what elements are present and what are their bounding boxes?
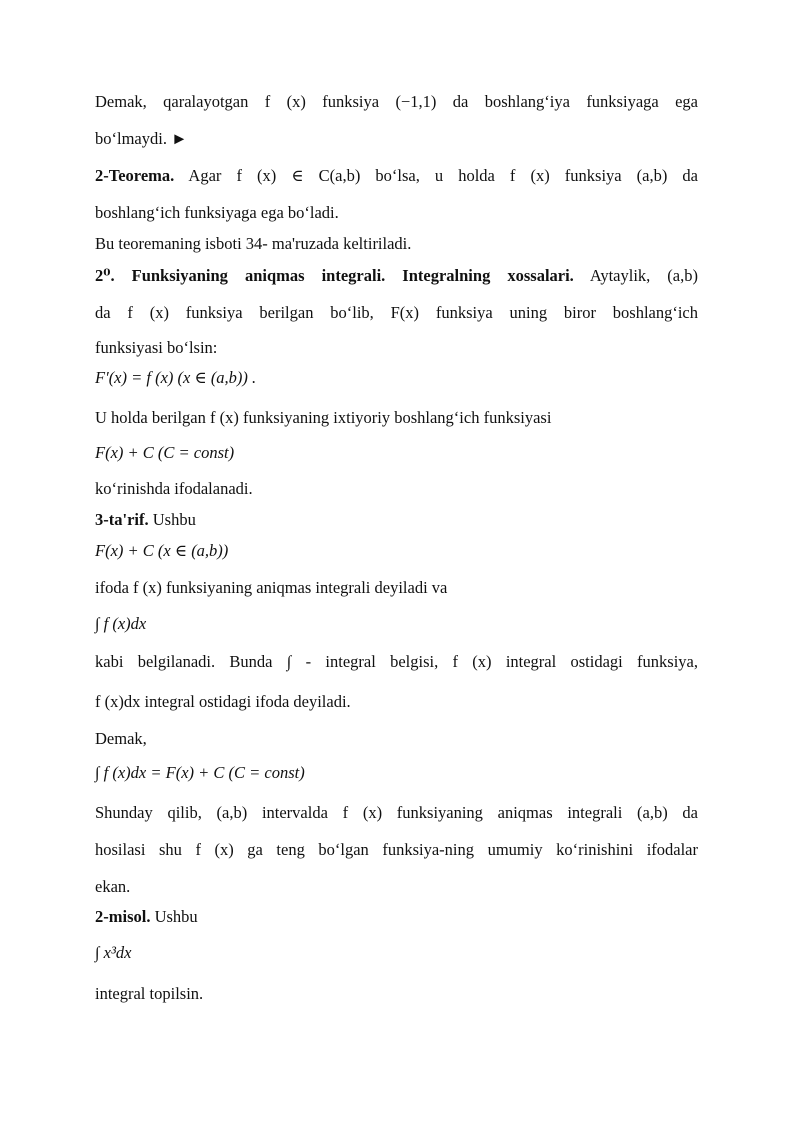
paragraph-line: Demak, xyxy=(95,729,147,748)
theorem-line xyxy=(95,166,698,186)
formula-line: F(x) + C (x ∈ (a,b)) xyxy=(95,541,229,560)
definition-text: Ushbu xyxy=(148,510,196,529)
paragraph-line: Bu teoremaning isboti 34- ma'ruzada keltiriladi. xyxy=(95,234,412,253)
example-text: Ushbu xyxy=(150,907,198,926)
formula-line: F(x) + C (C = const) xyxy=(95,443,235,462)
paragraph-line: ekan. xyxy=(95,877,131,896)
formula-line: F′(x) = f (x) (x ∈ (a,b)) . xyxy=(95,368,257,387)
paragraph-line: Shunday qilib, (a,b) intervalda f (x) funksiyaning aniqmas integrali (a,b) da xyxy=(95,803,698,822)
paragraph-line: ifoda f (x) funksiyaning aniqmas integrali deyiladi va xyxy=(95,578,448,597)
example-heading: 2-misol. xyxy=(95,907,151,926)
integral-formula: ∫ x³dx xyxy=(95,943,132,962)
paragraph-line: boshlang‘ich funksiyaga ega bo‘ladi. xyxy=(95,203,339,222)
section-line xyxy=(95,266,698,286)
paragraph-line: kabi belgilanadi. Bunda ∫ - integral belgisi, f (x) integral ostidagi funksiya, xyxy=(95,652,698,671)
theorem-text: Agar f (x) ∈ C(a,b) bo‘lsa, u holda f (x) funksiya (a,b) da xyxy=(174,166,698,185)
section-heading: 2⁰. Funksiyaning aniqmas integrali. Integralning xossalari. xyxy=(95,266,574,285)
paragraph-line: da f (x) funksiya berilgan bo‘lib, F(x) funksiya uning biror boshlang‘ich xyxy=(95,303,698,322)
section-text: Aytaylik, (a,b) xyxy=(573,266,698,285)
paragraph-line: hosilasi shu f (x) ga teng bo‘lgan funksiya-ning umumiy ko‘rinishini ifodalar xyxy=(95,840,698,859)
integral-formula: ∫ f (x)dx xyxy=(95,614,147,633)
paragraph-line: f (x)dx integral ostidagi ifoda deyiladi. xyxy=(95,692,351,711)
integral-formula: ∫ f (x)dx = F(x) + C (C = const) xyxy=(95,763,305,782)
example-line xyxy=(95,907,198,927)
definition-heading: 3-ta'rif. xyxy=(95,510,149,529)
theorem-heading: 2-Teorema. xyxy=(95,166,175,185)
paragraph-line: U holda berilgan f (x) funksiyaning ixtiyoriy boshlang‘ich funksiyasi xyxy=(95,408,552,427)
definition-line xyxy=(95,510,196,530)
paragraph-line: bo‘lmaydi. ► xyxy=(95,129,188,148)
paragraph-line: Demak, qaralayotgan f (x) funksiya (−1,1) da boshlang‘iya funksiyaga ega xyxy=(95,92,698,111)
paragraph-line: ko‘rinishda ifodalanadi. xyxy=(95,479,253,498)
paragraph-line: funksiyasi bo‘lsin: xyxy=(95,338,218,357)
paragraph-line: integral topilsin. xyxy=(95,984,204,1003)
